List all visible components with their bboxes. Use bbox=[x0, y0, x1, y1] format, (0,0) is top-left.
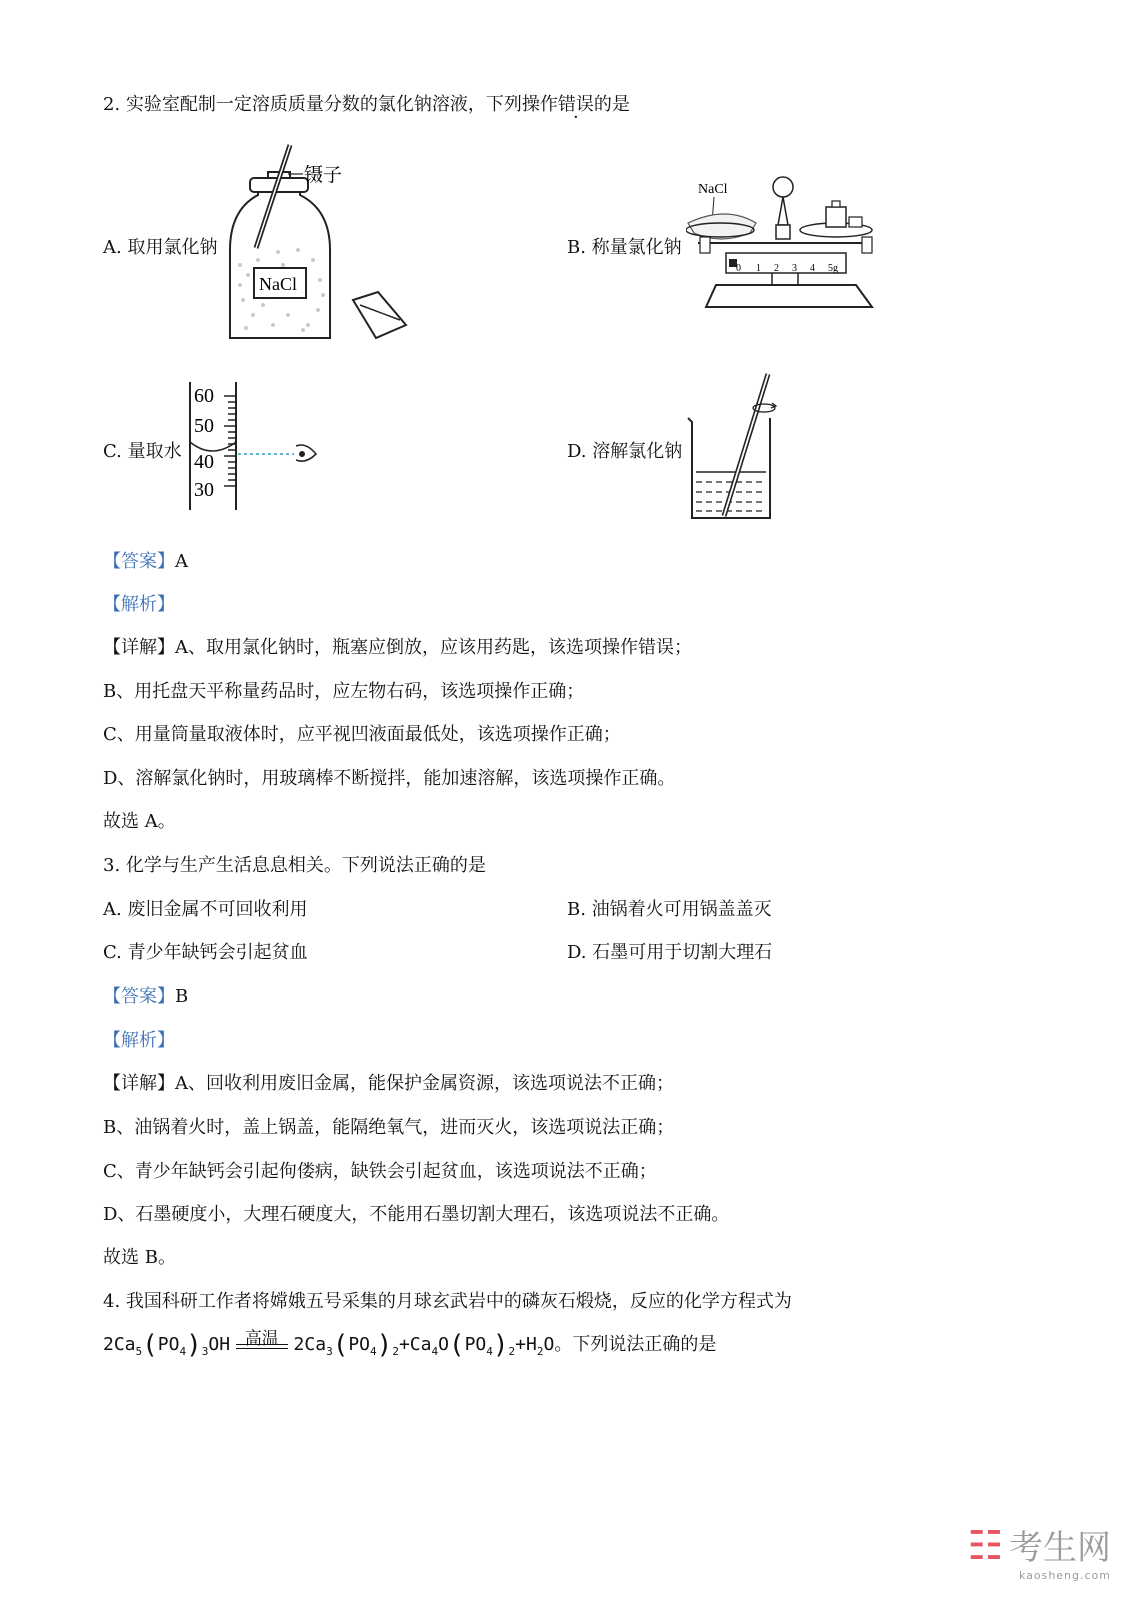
q3-option-d: D. 石墨可用于切割大理石 bbox=[567, 942, 773, 963]
q2-detail-0: 【详解】A、取用氯化钠时，瓶塞应倒放，应该用药匙，该选项操作错误； bbox=[103, 637, 692, 658]
q3-conclusion: 故选 B。 bbox=[103, 1247, 176, 1268]
scale-3: 3 bbox=[792, 263, 797, 274]
scale-0: 0 bbox=[736, 263, 741, 274]
scale-1: 1 bbox=[756, 263, 761, 274]
q3-detail-3: D、石墨硬度小，大理石硬度大，不能用石墨切割大理石，该选项说法不正确。 bbox=[103, 1204, 730, 1225]
tick-30: 30 bbox=[194, 479, 214, 501]
q4-equation: $2Ca_5(PO_4)_3OH$ 高温 $2Ca_3(PO_4)_2+Ca_4O(PO_4)_2+H_2O$。下列说法正确的是 bbox=[103, 1329, 717, 1360]
q2-option-d: D. 溶解氯化钠 bbox=[567, 441, 683, 462]
watermark-icon: ☷ bbox=[967, 1523, 1004, 1569]
q3-detail-2: C、青少年缺钙会引起佝偻病，缺铁会引起贫血，该选项说法不正确； bbox=[103, 1161, 657, 1182]
figure-d-beaker bbox=[684, 370, 784, 525]
q3-option-a: A. 废旧金属不可回收利用 bbox=[103, 899, 308, 920]
watermark bbox=[967, 1520, 1111, 1582]
q2-stem: 2. 实验室配制一定溶质质量分数的氯化钠溶液，下列操作错误的是 bbox=[103, 94, 630, 115]
eye-icon bbox=[296, 445, 316, 461]
q2-stem-emphasis: 错误 bbox=[557, 94, 594, 115]
watermark-logo: ☷ 考生网 bbox=[967, 1523, 1111, 1569]
q2-conclusion: 故选 A。 bbox=[103, 811, 176, 832]
tick-50: 50 bbox=[194, 415, 214, 437]
tick-40: 40 bbox=[194, 451, 214, 473]
q2-option-b: B. 称量氯化钠 bbox=[567, 237, 682, 258]
scale-5: 5g bbox=[828, 263, 838, 274]
q3-answer: 【答案】B bbox=[103, 986, 189, 1007]
q4-stem: 4. 我国科研工作者将嫦娥五号采集的月球玄武岩中的磷灰石煅烧，反应的化学方程式为 bbox=[103, 1291, 792, 1312]
scale-4: 4 bbox=[810, 263, 815, 274]
q3-option-b: B. 油锅着火可用锅盖盖灭 bbox=[567, 899, 772, 920]
q3-analysis-tag: 【解析】 bbox=[103, 1030, 175, 1051]
q3-detail-0: 【详解】A、回收利用废旧金属，能保护金属资源，该选项说法不正确； bbox=[103, 1073, 674, 1094]
figure-c-cylinder bbox=[182, 380, 322, 515]
q2-analysis-tag: 【解析】 bbox=[103, 594, 175, 615]
q2-option-a: A. 取用氯化钠 bbox=[103, 237, 218, 258]
nacl-label: NaCl bbox=[698, 182, 728, 197]
q2-answer: 【答案】A bbox=[103, 551, 188, 572]
q2-detail-3: D、溶解氯化钠时，用玻璃棒不断搅拌，能加速溶解，该选项操作正确。 bbox=[103, 768, 676, 789]
q2-option-c: C. 量取水 bbox=[103, 441, 182, 462]
q3-option-c: C. 青少年缺钙会引起贫血 bbox=[103, 942, 308, 963]
bottle-label: NaCl bbox=[259, 274, 297, 294]
figure-a-reagent-bottle bbox=[228, 140, 428, 345]
tweezers-label: 镊子 bbox=[304, 165, 343, 186]
scale-2: 2 bbox=[774, 263, 779, 274]
q3-detail-1: B、油锅着火时，盖上锅盖，能隔绝氧气，进而灭火，该选项说法正确； bbox=[103, 1117, 675, 1138]
figure-b-balance bbox=[686, 175, 896, 315]
q3-stem: 3. 化学与生产生活息息相关。下列说法正确的是 bbox=[103, 855, 486, 876]
inverted-stopper bbox=[353, 292, 406, 338]
q2-detail-1: B、用托盘天平称量药品时，应左物右码，该选项操作正确； bbox=[103, 681, 585, 702]
tick-60: 60 bbox=[194, 385, 214, 407]
q2-detail-2: C、用量筒量取液体时，应平视凹液面最低处，该选项操作正确； bbox=[103, 724, 621, 745]
watermark-url: kaosheng.com bbox=[1018, 1569, 1111, 1582]
